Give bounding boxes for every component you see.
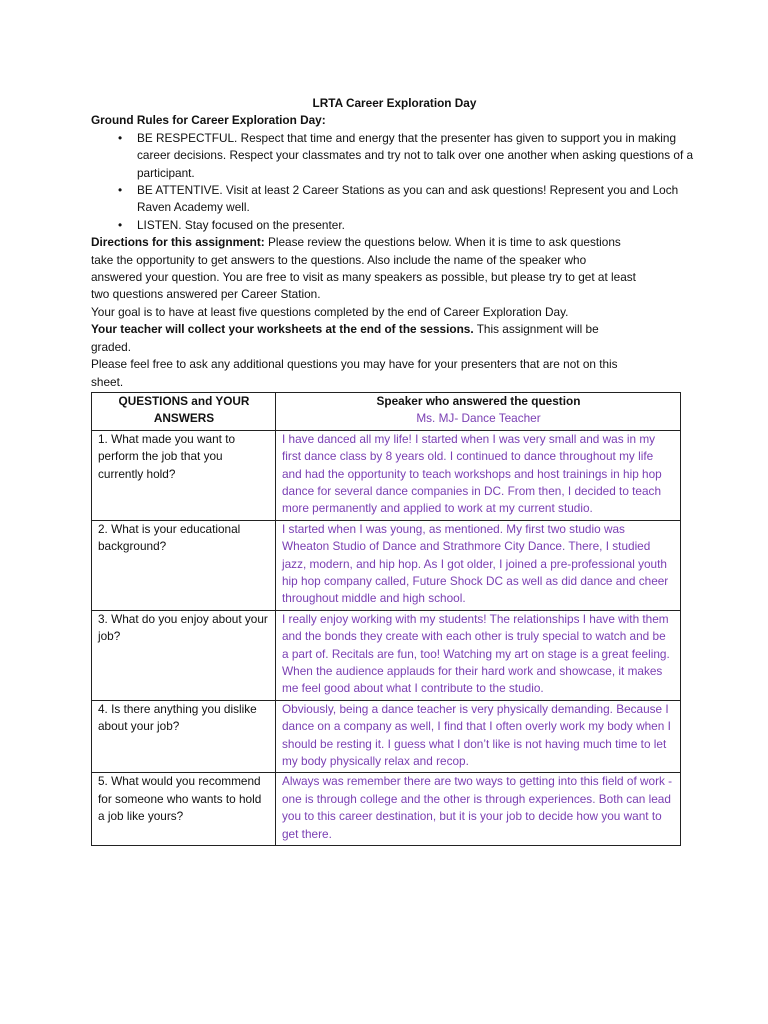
- table-row: [92, 520, 681, 610]
- directions-text: Please review the questions below. When it is time to ask questions take the opportunity to get answers to the questions. Also include the name of the speaker who answered your question. You are free to visit as many speakers as possible, but please try to get at least two questions answered per Career Station.: [91, 235, 636, 302]
- answer-cell[interactable]: Always was remember there are two ways to getting into this field of work - one is through college and the other is through experiences. Both can lead you to this career destination, but it is your job to decide how you want to get there.: [276, 773, 681, 846]
- directions-paragraph: [91, 234, 638, 304]
- page-title: LRTA Career Exploration Day: [312, 96, 477, 110]
- speaker-column-header: [276, 392, 681, 430]
- questions-table: [91, 392, 681, 846]
- feel-free-paragraph: Please feel free to ask any additional questions you may have for your presenters that are not on this sheet.: [91, 357, 618, 389]
- rule-text: BE RESPECTFUL. Respect that time and energy that the presenter has given to support you in making career decisions. Respect your classmates and try not to talk over one another when asking questions of a participant.: [137, 130, 694, 180]
- table-row: [92, 610, 681, 700]
- collect-rest-text: This assignment will be graded.: [91, 322, 599, 354]
- table-header-row: [92, 392, 681, 430]
- answer-cell[interactable]: I have danced all my life! I started when I was very small and was in my first dance class by 8 years old. I continued to dance throughout my life and had the opportunity to teach workshops and host trainings in hip hop dance for several dance companies in DC. From then, I decided to teach more permanently and applied to work at my current studio.: [276, 430, 681, 520]
- bullet-icon: •: [118, 130, 123, 145]
- answer-cell[interactable]: I really enjoy working with my students! The relationships I have with them and the bonds they create with each other is truly special to watch and be a part of. Recitals are fun, too! Watching my art on stage is a great feeling. When the audience applauds for their hard work and showcase, it makes me feel good about what I contribute to the studio.: [276, 610, 681, 700]
- rule-item: [118, 182, 698, 217]
- collect-bold-text: Your teacher will collect your worksheets at the end of the sessions.: [91, 322, 474, 337]
- bullet-icon: •: [118, 183, 123, 198]
- question-cell: 2. What is your educational background?: [92, 520, 276, 610]
- question-cell: 1. What made you want to perform the job that you currently hold?: [92, 430, 276, 520]
- rule-item: [118, 217, 698, 234]
- rule-text: LISTEN. Stay focused on the presenter.: [137, 217, 345, 232]
- table-row: [92, 700, 681, 773]
- question-cell: 5. What would you recommend for someone who wants to hold a job like yours?: [92, 773, 276, 846]
- question-cell: 3. What do you enjoy about your job?: [92, 610, 276, 700]
- directions-label: Directions for this assignment:: [91, 235, 265, 250]
- table-row: [92, 430, 681, 520]
- ground-rules-heading: Ground Rules for Career Exploration Day:: [91, 113, 326, 128]
- goal-paragraph: Your goal is to have at least five questions completed by the end of Career Exploration Day.: [91, 304, 569, 319]
- rule-item: [118, 130, 698, 182]
- rule-text: BE ATTENTIVE. Visit at least 2 Career Stations as you can and ask questions! Represent you and Loch Raven Academy well.: [137, 183, 679, 215]
- ground-rules-list: [91, 130, 694, 234]
- questions-column-header: QUESTIONS and YOUR ANSWERS: [92, 392, 276, 430]
- collect-paragraph: [91, 321, 638, 356]
- speaker-name: Ms. MJ- Dance Teacher: [416, 411, 541, 426]
- answer-cell[interactable]: I started when I was young, as mentioned. My first two studio was Wheaton Studio of Dance and Strathmore City Dance. There, I studied jazz, modern, and hip hop. As I got older, I joined a pre-professional youth hip hop company called, Future Shock DC as well as did dance and cheer throughout middle and high school.: [276, 520, 681, 610]
- table-row: [92, 773, 681, 846]
- answer-cell[interactable]: Obviously, being a dance teacher is very physically demanding. Because I dance on a company as well, I find that I often overly work my body when I should be resting it. I guess what I don’t like is not having much time to let my body physically relax and recop.: [276, 700, 681, 773]
- bullet-icon: •: [118, 217, 123, 232]
- speaker-header-label: Speaker who answered the question: [376, 393, 581, 408]
- question-cell: 4. Is there anything you dislike about your job?: [92, 700, 276, 773]
